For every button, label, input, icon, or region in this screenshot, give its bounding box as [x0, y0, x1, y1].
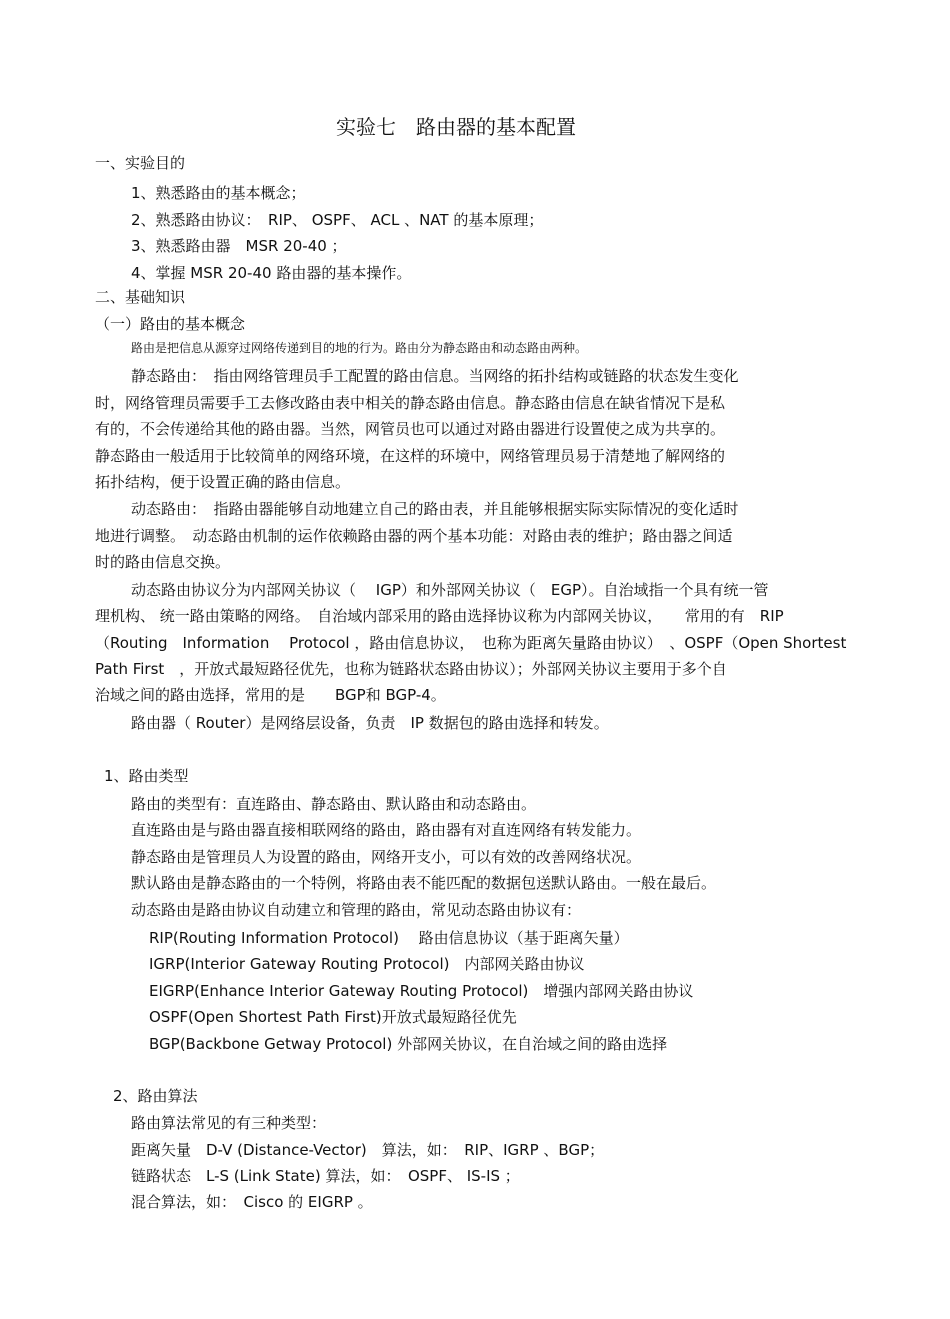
list-item: 4、掌握 MSR 20-40 路由器的基本操作。 [131, 264, 412, 282]
paragraph-line: 路由器（ Router）是网络层设备，负责 IP 数据包的路由选择和转发。 [131, 714, 609, 732]
subsection-heading: （一）路由的基本概念 [95, 315, 246, 333]
paragraph-line: 链路状态 L-S (Link State) 算法，如： OSPF、 IS-IS ； [131, 1167, 520, 1185]
paragraph-line: 路由算法常见的有三种类型： [131, 1114, 327, 1132]
section-heading: 2、路由算法 [113, 1087, 198, 1105]
paragraph-line: 混合算法，如： Cisco 的 EIGRP 。 [131, 1193, 373, 1211]
protocol-item: OSPF(Open Shortest Path First)开放式最短路径优先 [149, 1008, 517, 1026]
paragraph-line: 路由是把信息从源穿过网络传递到目的地的行为。路由分为静态路由和动态路由两种。 [131, 341, 588, 355]
paragraph-line: 距离矢量 D-V (Distance-Vector) 算法，如： RIP、IGRP 、BGP； [131, 1141, 605, 1159]
protocol-item: EIGRP(Enhance Interior Gateway Routing Protocol) 增强内部网关路由协议 [149, 982, 694, 1000]
list-item: 2、熟悉路由协议： RIP、 OSPF、 ACL 、NAT 的基本原理； [131, 211, 544, 229]
paragraph-line: 理机构、 统一路由策略的网络。 自治域内部采用的路由选择协议称为内部网关协议， 常用的有 RIP [95, 607, 784, 625]
protocol-item: IGRP(Interior Gateway Routing Protocol) 内部网关路由协议 [149, 955, 585, 973]
section-heading: 二、基础知识 [95, 288, 186, 306]
paragraph-line: 地进行调整。 动态路由机制的运作依赖路由器的两个基本功能：对路由表的维护；路由器之间适 [95, 527, 733, 545]
paragraph-line: 路由的类型有：直连路由、静态路由、默认路由和动态路由。 [131, 795, 537, 813]
protocol-item: RIP(Routing Information Protocol) 路由信息协议（基于距离矢量） [149, 929, 629, 947]
paragraph-line: Path First ，开放式最短路径优先，也称为链路状态路由协议）；外部网关协议主要用于多个自 [95, 660, 727, 678]
list-item: 1、熟悉路由的基本概念； [131, 184, 306, 202]
page-title: 实验七 路由器的基本配置 [336, 115, 576, 139]
paragraph-line: （Routing Information Protocol ，路由信息协议， 也称为距离矢量路由协议） 、OSPF（Open Shortest [95, 634, 847, 652]
paragraph-line: 静态路由是管理员人为设置的路由，网络开支小，可以有效的改善网络状况。 [131, 848, 642, 866]
paragraph-line: 时，网络管理员需要手工去修改路由表中相关的静态路由信息。静态路由信息在缺省情况下是私 [95, 394, 726, 412]
list-item: 3、熟悉路由器 MSR 20-40 ； [131, 237, 347, 255]
paragraph-line: 静态路由一般适用于比较简单的网络环境，在这样的环境中，网络管理员易于清楚地了解网络的 [95, 447, 726, 465]
paragraph-line: 动态路由： 指路由器能够自动地建立自己的路由表，并且能够根据实际实际情况的变化适时 [131, 500, 739, 518]
section-heading: 1、路由类型 [104, 767, 189, 785]
paragraph-line: 有的，不会传递给其他的路由器。当然，网管员也可以通过对路由器进行设置使之成为共享的。 [95, 420, 726, 438]
paragraph-line: 拓扑结构，便于设置正确的路由信息。 [95, 473, 351, 491]
protocol-item: BGP(Backbone Getway Protocol) 外部网关协议，在自治域之间的路由选择 [149, 1035, 668, 1053]
paragraph-line: 治域之间的路由选择，常用的是 BGP和 BGP-4。 [95, 686, 446, 704]
paragraph-line: 时的路由信息交换。 [95, 553, 231, 571]
section-heading: 一、实验目的 [95, 154, 186, 172]
paragraph-line: 动态路由协议分为内部网关协议（ IGP）和外部网关协议（ EGP）。自治域指一个具有统一管 [131, 581, 769, 599]
paragraph-line: 静态路由： 指由网络管理员手工配置的路由信息。当网络的拓扑结构或链路的状态发生变化 [131, 367, 739, 385]
paragraph-line: 直连路由是与路由器直接相联网络的路由，路由器有对直连网络有转发能力。 [131, 821, 642, 839]
paragraph-line: 默认路由是静态路由的一个特例，将路由表不能匹配的数据包送默认路由。一般在最后。 [131, 874, 717, 892]
paragraph-line: 动态路由是路由协议自动建立和管理的路由，常见动态路由协议有： [131, 901, 582, 919]
